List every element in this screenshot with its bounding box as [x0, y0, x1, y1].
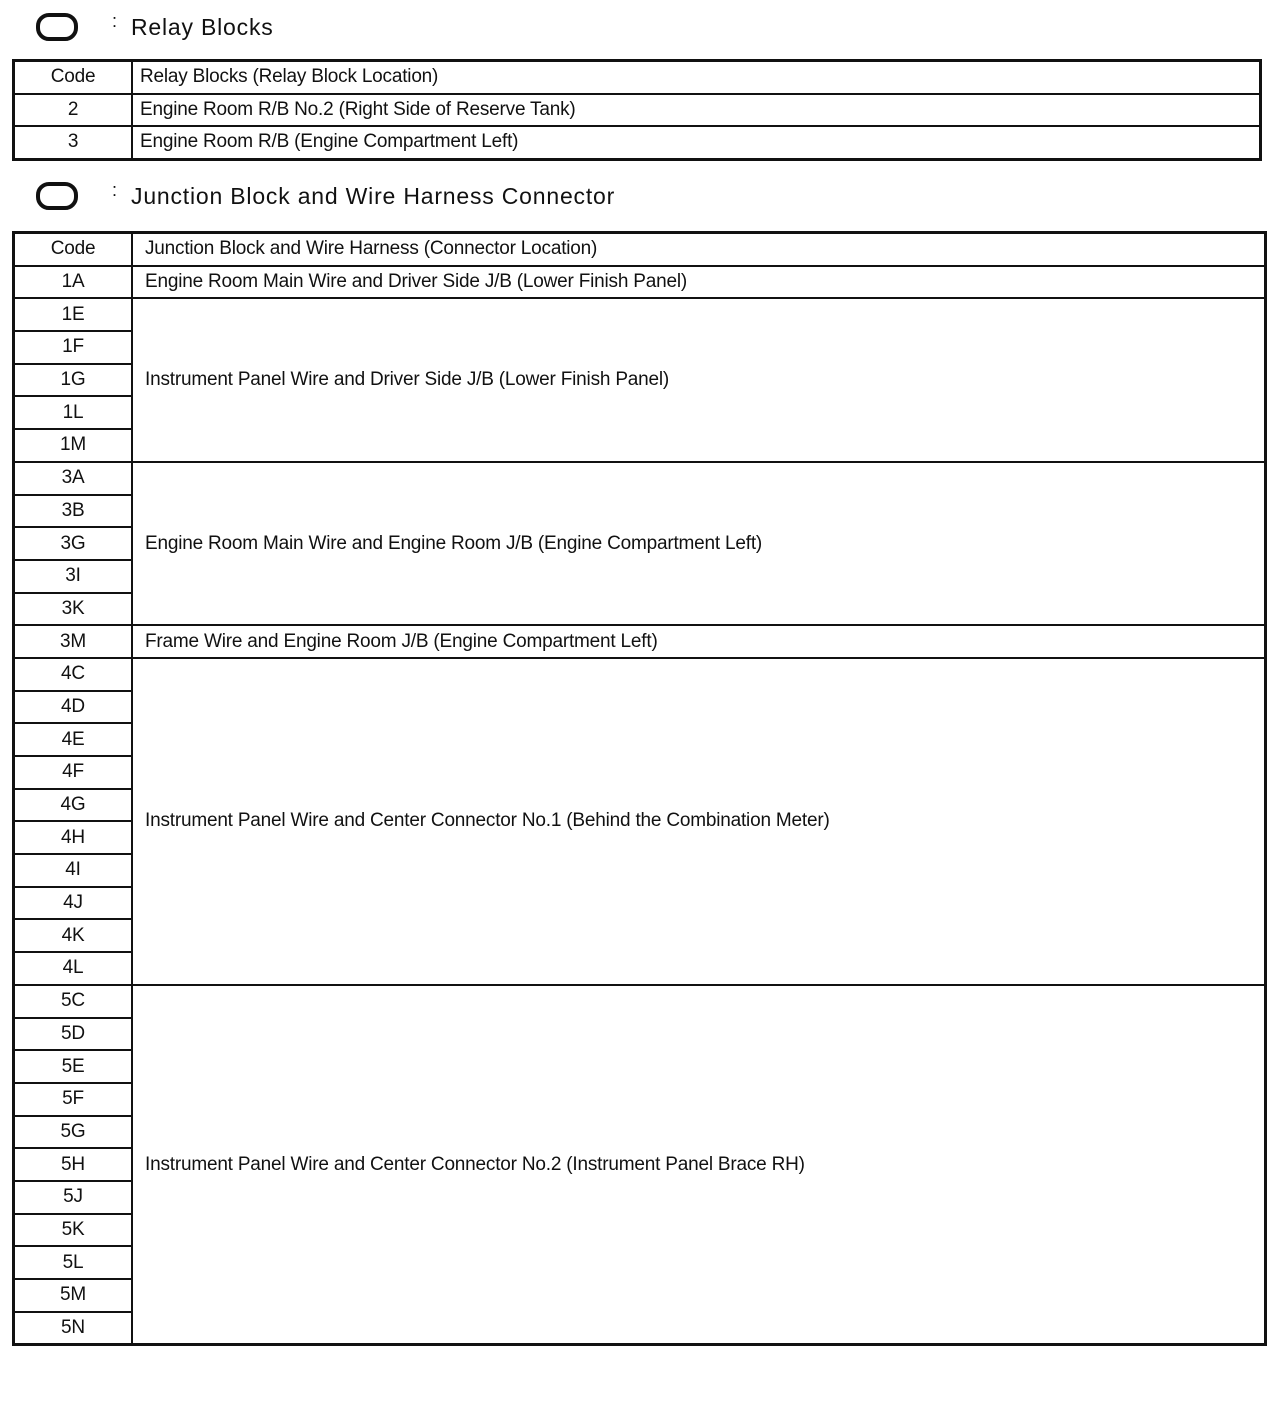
jb-code-cell: 4F	[14, 756, 133, 789]
jb-code-cell: 4L	[14, 952, 133, 985]
relay-table-header-row	[14, 61, 1261, 94]
junction-block-table	[12, 231, 1267, 1346]
junction-block-symbol-icon	[36, 182, 78, 210]
table-row	[14, 266, 1266, 299]
jb-code-cell: 4I	[14, 854, 133, 887]
jb-code-cell: 5E	[14, 1050, 133, 1083]
jb-code-cell: 1G	[14, 364, 133, 397]
jb-location-cell: Engine Room Main Wire and Engine Room J/B (Engine Compartment Left)	[132, 462, 1266, 625]
jb-location-cell: Instrument Panel Wire and Center Connector No.2 (Instrument Panel Brace RH)	[132, 985, 1266, 1345]
jb-code-cell: 4G	[14, 789, 133, 822]
relay-header-code: Code	[14, 61, 133, 94]
jb-code-cell: 5F	[14, 1083, 133, 1116]
jb-code-cell: 3M	[14, 625, 133, 658]
jb-location-cell: Instrument Panel Wire and Center Connector No.1 (Behind the Combination Meter)	[132, 658, 1266, 985]
jb-location-cell: Frame Wire and Engine Room J/B (Engine Compartment Left)	[132, 625, 1266, 658]
table-row	[14, 625, 1266, 658]
table-row	[14, 985, 1266, 1018]
jb-header-location: Junction Block and Wire Harness (Connector Location)	[132, 233, 1266, 266]
table-row	[14, 462, 1266, 495]
jb-code-cell: 1E	[14, 298, 133, 331]
jb-code-cell: 5J	[14, 1181, 133, 1214]
jb-code-cell: 3A	[14, 462, 133, 495]
jb-code-cell: 1L	[14, 396, 133, 429]
jb-code-cell: 5D	[14, 1018, 133, 1051]
relay-blocks-table	[12, 59, 1262, 161]
jb-code-cell: 4K	[14, 919, 133, 952]
jb-code-cell: 5M	[14, 1279, 133, 1312]
jb-code-cell: 5G	[14, 1116, 133, 1149]
relay-section-header	[36, 7, 274, 47]
relay-block-symbol-icon	[36, 13, 78, 41]
jb-code-cell: 3G	[14, 527, 133, 560]
jb-code-cell: 1F	[14, 331, 133, 364]
relay-section-title: Relay Blocks	[131, 13, 274, 40]
jb-code-cell: 3K	[14, 593, 133, 626]
relay-location-cell: Engine Room R/B No.2 (Right Side of Reserve Tank)	[132, 94, 1261, 127]
jb-code-cell: 5L	[14, 1246, 133, 1279]
jb-code-cell: 4H	[14, 821, 133, 854]
jb-table-header-row	[14, 233, 1266, 266]
junction-section-header	[36, 176, 615, 216]
relay-code-cell: 2	[14, 94, 133, 127]
relay-location-cell: Engine Room R/B (Engine Compartment Left)	[132, 126, 1261, 159]
table-row	[14, 126, 1261, 159]
relay-section-colon: :	[112, 11, 118, 31]
jb-code-cell: 5K	[14, 1214, 133, 1247]
jb-code-cell: 4J	[14, 887, 133, 920]
table-row	[14, 658, 1266, 691]
jb-code-cell: 4D	[14, 691, 133, 724]
jb-code-cell: 5H	[14, 1148, 133, 1181]
jb-code-cell: 3B	[14, 495, 133, 528]
table-row	[14, 298, 1266, 331]
jb-code-cell: 5N	[14, 1312, 133, 1345]
jb-code-cell: 1A	[14, 266, 133, 299]
relay-header-location: Relay Blocks (Relay Block Location)	[132, 61, 1261, 94]
jb-code-cell: 1M	[14, 429, 133, 462]
jb-location-cell: Instrument Panel Wire and Driver Side J/B (Lower Finish Panel)	[132, 298, 1266, 461]
junction-section-colon: :	[112, 180, 118, 200]
table-row	[14, 94, 1261, 127]
jb-code-cell: 4E	[14, 723, 133, 756]
junction-section-title: Junction Block and Wire Harness Connector	[131, 182, 616, 209]
relay-code-cell: 3	[14, 126, 133, 159]
jb-code-cell: 5C	[14, 985, 133, 1018]
jb-code-cell: 4C	[14, 658, 133, 691]
jb-code-cell: 3I	[14, 560, 133, 593]
jb-location-cell: Engine Room Main Wire and Driver Side J/B (Lower Finish Panel)	[132, 266, 1266, 299]
jb-header-code: Code	[14, 233, 133, 266]
